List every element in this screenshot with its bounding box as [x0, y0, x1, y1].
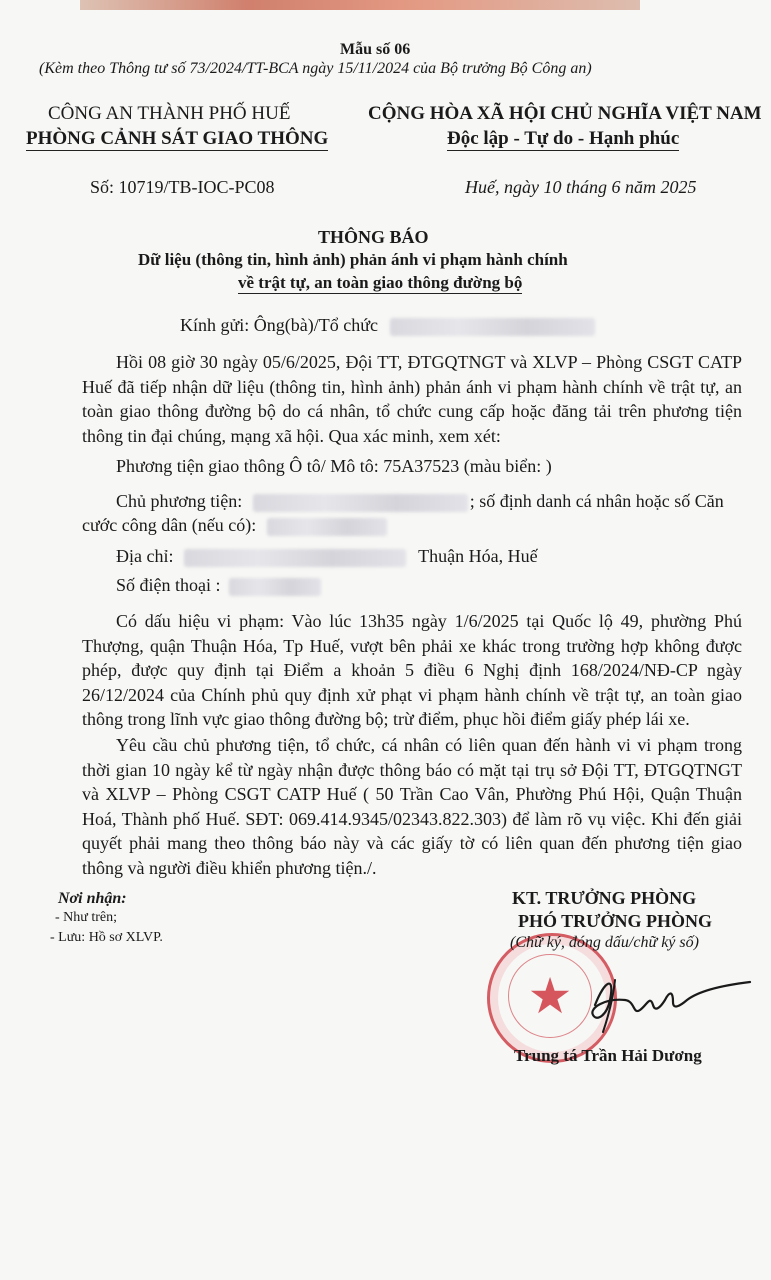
redacted-address: [184, 549, 406, 567]
notice-subtitle-1: Dữ liệu (thông tin, hình ảnh) phản ánh vi phạm hành chính: [138, 250, 568, 269]
notice-title: THÔNG BÁO: [318, 227, 429, 247]
signature-title-2: PHÓ TRƯỞNG PHÒNG: [518, 911, 713, 931]
department-name: [26, 128, 328, 150]
seal-star-icon: ★: [527, 967, 573, 1025]
recipient-line: [180, 315, 595, 336]
document-date: Huế, ngày 10 tháng 6 năm 2025: [465, 177, 697, 197]
recipients-label: Nơi nhận:: [58, 890, 127, 907]
notice-subtitle-2-text: về trật tự, an toàn giao thông đường bộ: [238, 273, 523, 292]
address-line: [116, 546, 538, 567]
vehicle-line: Phương tiện giao thông Ô tô/ Mô tô: 75A37523 (màu biển: ): [116, 456, 552, 476]
paragraph-request: Yêu cầu chủ phương tiện, tổ chức, cá nhân có liên quan đến hành vi vi phạm trong thời gian 10 ngày kể từ ngày nhận được thông báo có mặt tại trụ sở Đội TT, ĐTGQTNGT và XLVP – Phòng CSGT CATP Huế ( 50 Trần Cao Vân, Phường Phú Hội, Quận Thuận Hoá, Thành phố Huế. SĐT: 069.414.9345/02343.822.303) để làm rõ vụ việc. Khi đến giải quyết phải mang theo thông báo này và các giấy tờ có liên quan đến phương tiện giao thông và người điều khiển phương tiện./.: [82, 735, 742, 878]
handwritten-signature: [555, 960, 755, 1040]
owner-id-line: [82, 515, 387, 536]
paragraph-intro: Hồi 08 giờ 30 ngày 05/6/2025, Đội TT, ĐTGQTNGT và XLVP – Phòng CSGT CATP Huế đã tiếp nhận dữ liệu (thông tin, hình ảnh) phản ánh vi phạm hành chính về trật tự, an toàn giao thông đường bộ do cá nhân, tổ chức cung cấp hoặc đăng tải trên phương tiện thông tin đại chúng, mạng xã hội. Qua xác minh, xem xét:: [82, 352, 742, 446]
motto-text: Độc lập - Tự do - Hạnh phúc: [447, 128, 680, 149]
paragraph-violation: Có dấu hiệu vi phạm: Vào lúc 13h35 ngày 1/6/2025 tại Quốc lộ 49, phường Phú Thượng, quận Thuận Hóa, Tp Huế, vượt bên phải xe khác trong trường hợp không được phép, được quy định tại Điểm a khoản 5 điều 6 Nghị định 168/2024/NĐ-CP ngày 26/12/2024 của Chính phủ quy định xử phạt vi phạm hành chính về trật tự, an toàn giao thông trong lĩnh vực giao thông đường bộ; trừ điểm, phục hồi điểm giấy phép lái xe.: [82, 611, 742, 729]
owner-label: Chủ phương tiện:: [116, 491, 243, 511]
address-suffix: Thuận Hóa, Huế: [418, 546, 538, 566]
motto: [447, 128, 679, 150]
owner-id-label: ; số định danh cá nhân hoặc số Căn: [469, 491, 724, 511]
recipient-item-1: - Như trên;: [55, 910, 118, 925]
document-number: Số: 10719/TB-IOC-PC08: [90, 177, 275, 197]
notice-subtitle-2: [238, 273, 522, 293]
owner-id-label-2: cước công dân (nếu có):: [82, 515, 257, 535]
redacted-owner: [253, 494, 468, 512]
redacted-recipient: [390, 318, 595, 336]
phone-label: Số điện thoại :: [116, 575, 221, 595]
address-label: Địa chỉ:: [116, 546, 174, 566]
attachment-note: (Kèm theo Thông tư số 73/2024/TT-BCA ngày 15/11/2024 của Bộ trưởng Bộ Công an): [39, 60, 592, 77]
redacted-phone: [229, 578, 321, 596]
form-number: Mẫu số 06: [340, 41, 411, 58]
department-name-text: PHÒNG CẢNH SÁT GIAO THÔNG: [26, 128, 329, 149]
recipient-label: Kính gửi: Ông(bà)/Tổ chức: [180, 315, 378, 335]
country-name: CỘNG HÒA XÃ HỘI CHỦ NGHĨA VIỆT NAM: [368, 103, 762, 124]
phone-line: [116, 575, 321, 596]
signature-note: (Chữ ký, đóng dấu/chữ ký số): [510, 934, 699, 951]
recipient-item-2: - Lưu: Hồ sơ XLVP.: [50, 930, 163, 945]
signature-title-1: KT. TRƯỞNG PHÒNG: [512, 888, 697, 908]
signer-name: Trung tá Trần Hải Dương: [514, 1046, 702, 1065]
owner-line: [116, 491, 724, 512]
redacted-owner-id: [267, 518, 387, 536]
agency-name: CÔNG AN THÀNH PHỐ HUẾ: [48, 103, 291, 124]
